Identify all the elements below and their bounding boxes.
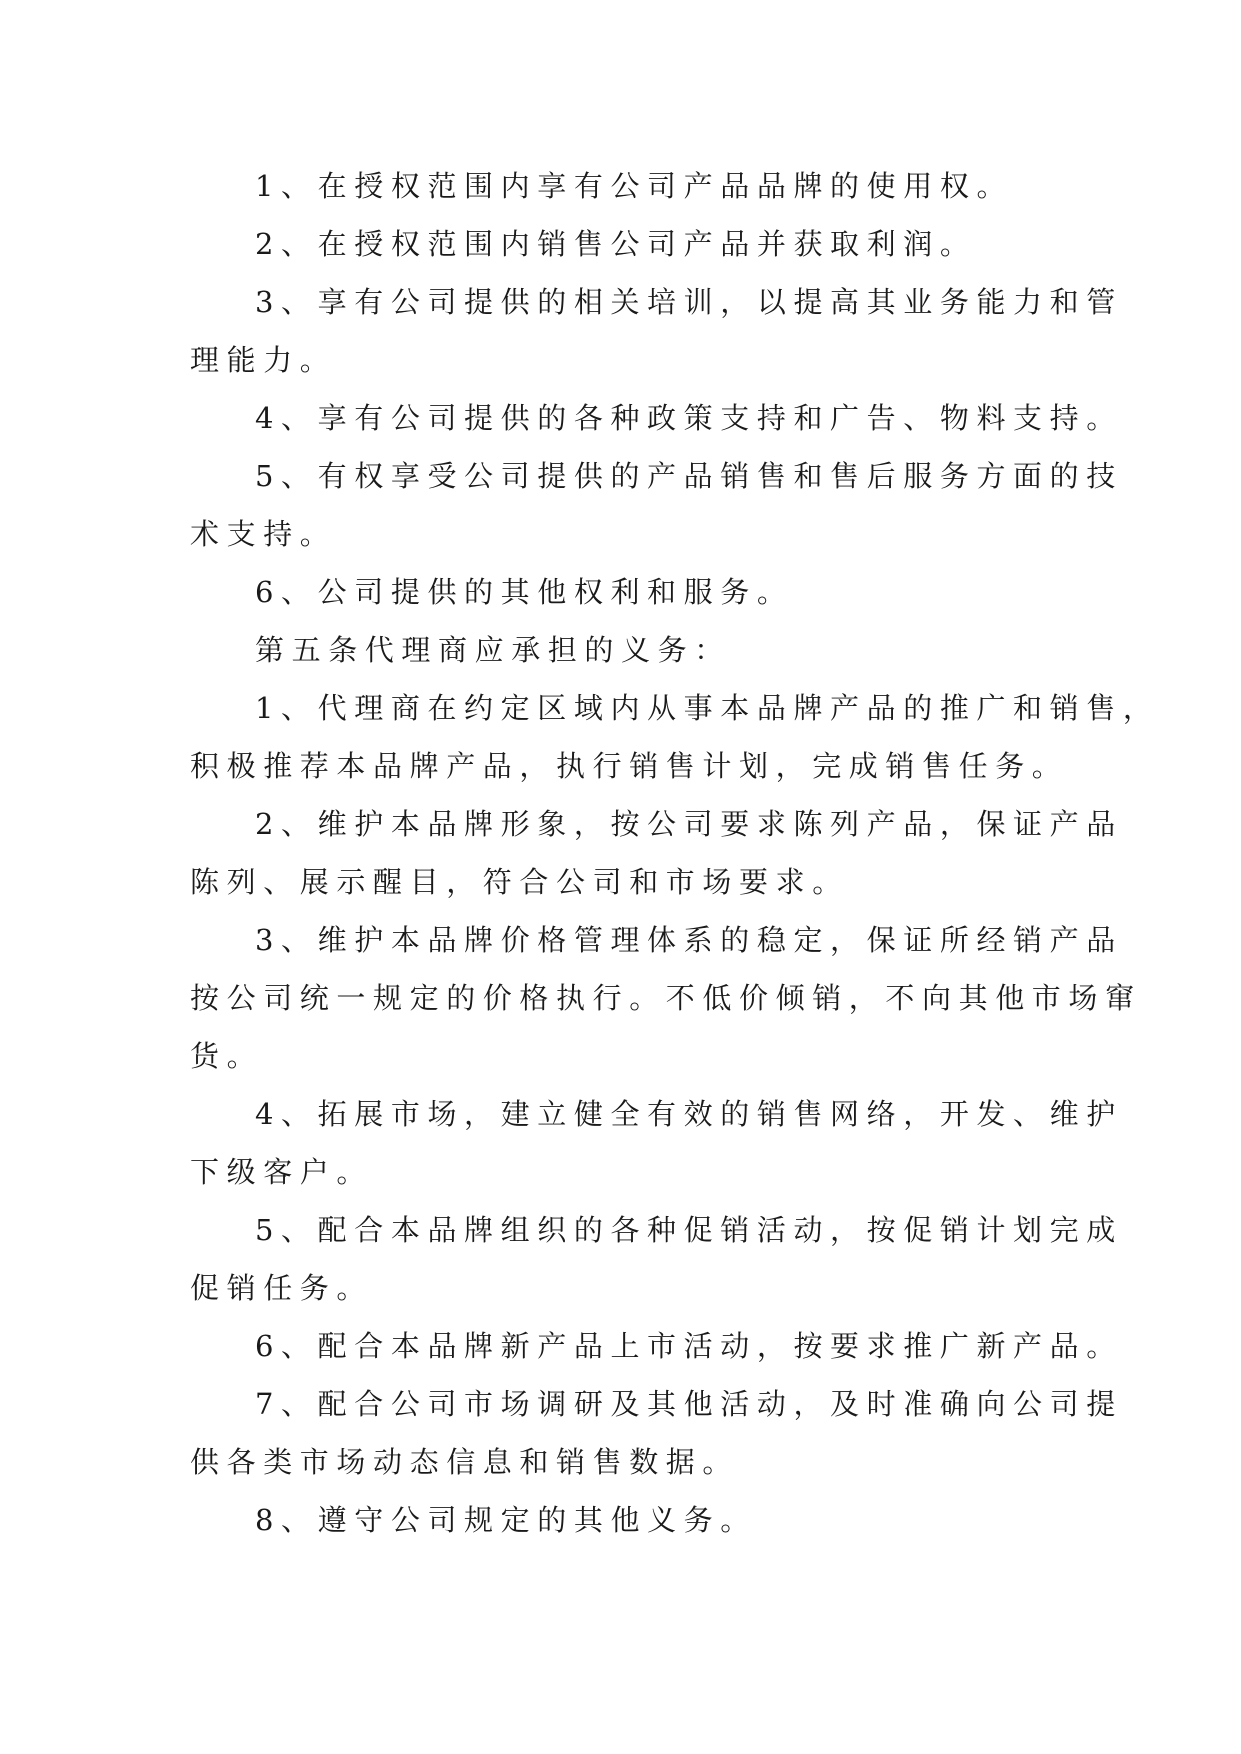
section-heading: 第五条代理商应承担的义务：	[255, 633, 731, 667]
right-item-1: 1、在授权范围内享有公司产品品牌的使用权。	[255, 169, 1014, 203]
duty-item-1-cont: 积极推荐本品牌产品，执行销售计划，完成销售任务。	[190, 749, 1069, 783]
duty-item-2-cont: 陈列、展示醒目，符合公司和市场要求。	[190, 865, 849, 899]
duty-item-7-cont: 供各类市场动态信息和销售数据。	[190, 1445, 740, 1479]
duty-item-1: 1、代理商在约定区域内从事本品牌产品的推广和销售，	[255, 691, 1160, 725]
duty-item-4: 4、拓展市场，建立健全有效的销售网络，开发、维护	[255, 1097, 1123, 1131]
duty-item-8: 8、遵守公司规定的其他义务。	[255, 1503, 757, 1537]
right-item-6: 6、公司提供的其他权利和服务。	[255, 575, 794, 609]
duty-item-7: 7、配合公司市场调研及其他活动，及时准确向公司提	[255, 1387, 1123, 1421]
right-item-3-cont: 理能力。	[190, 343, 337, 377]
duty-item-3-cont2: 货。	[190, 1039, 264, 1073]
duty-item-2: 2、维护本品牌形象，按公司要求陈列产品，保证产品	[255, 807, 1123, 841]
right-item-5: 5、有权享受公司提供的产品销售和售后服务方面的技	[255, 459, 1123, 493]
right-item-2: 2、在授权范围内销售公司产品并获取利润。	[255, 227, 977, 261]
right-item-5-cont: 术支持。	[190, 517, 337, 551]
duty-item-4-cont: 下级客户。	[190, 1155, 374, 1189]
duty-item-6: 6、配合本品牌新产品上市活动，按要求推广新产品。	[255, 1329, 1123, 1363]
duty-item-5: 5、配合本品牌组织的各种促销活动，按促销计划完成	[255, 1213, 1123, 1247]
right-item-4: 4、享有公司提供的各种政策支持和广告、物料支持。	[255, 401, 1123, 435]
duty-item-3: 3、维护本品牌价格管理体系的稳定，保证所经销产品	[255, 923, 1123, 957]
duty-item-5-cont: 促销任务。	[190, 1271, 374, 1305]
duty-item-3-cont: 按公司统一规定的价格执行。不低价倾销，不向其他市场窜	[190, 981, 1142, 1015]
right-item-3: 3、享有公司提供的相关培训，以提高其业务能力和管	[255, 285, 1123, 319]
